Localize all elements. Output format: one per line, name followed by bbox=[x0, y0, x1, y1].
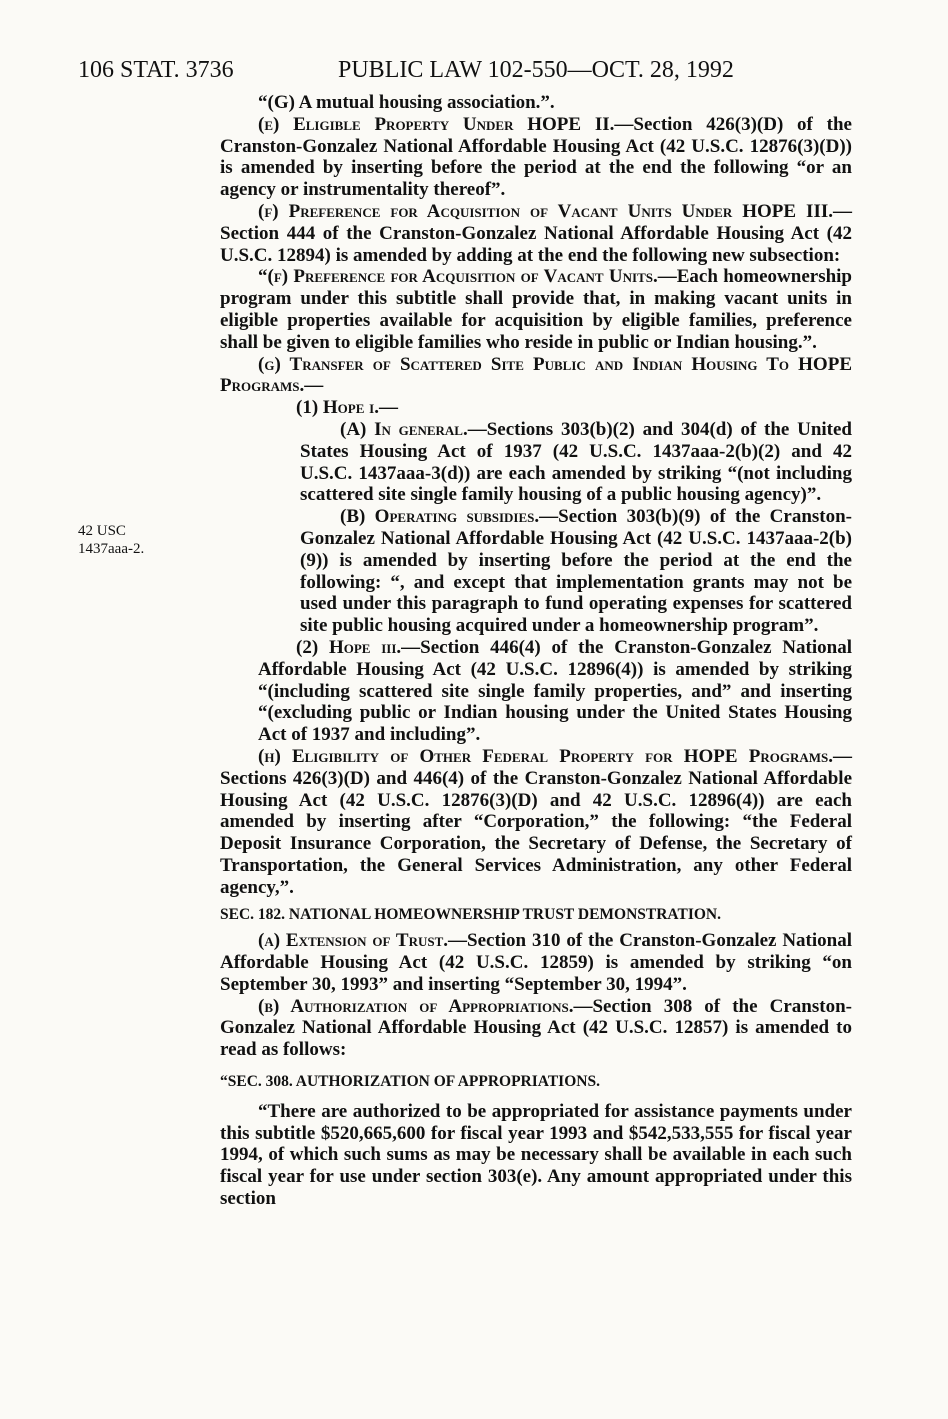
heading-182-b: (b) Authorization of Appropriations. bbox=[258, 995, 574, 1017]
section-182-heading: SEC. 182. NATIONAL HOMEOWNERSHIP TRUST DEMONSTRATION. bbox=[220, 906, 721, 924]
heading-f-quoted: “(f) Preference for Acquisition of Vacant Units. bbox=[258, 266, 658, 288]
body-text bbox=[220, 92, 852, 1210]
paragraph-182-b bbox=[220, 996, 852, 1061]
paragraph-182-a bbox=[220, 930, 852, 995]
text-a: —Sections 303(b)(2) and 304(d) of the United States Housing Act of 1937 (42 U.S.C. 1437aaa-2(b)(2) and 42 U.S.C. 1437aaa-3(d)) are each amended by striking “(not including scattered site single family housing of a public housing agency)”. bbox=[300, 418, 852, 506]
margin-note-line1: 42 USC bbox=[78, 523, 126, 539]
heading-b: (B) Operating subsidies. bbox=[340, 506, 540, 528]
paragraph-308-text: “There are authorized to be appropriated for assistance payments under this subtitle $520,665,600 for fiscal year 1993 and $542,533,555 for fiscal year 1994, of which such sums as may be necessary shall be available in each such fiscal year for use under section 303(e). Any amount appropriated under this section bbox=[220, 1100, 852, 1210]
text-g: — bbox=[304, 375, 324, 397]
heading-182-a: (a) Extension of Trust. bbox=[258, 930, 449, 952]
heading-hope-iii: (2) Hope iii. bbox=[296, 636, 402, 658]
paragraph-f bbox=[220, 201, 852, 266]
heading-h: (h) Eligibility of Other Federal Property for HOPE Programs. bbox=[258, 745, 833, 767]
heading-hope-i: (1) Hope i.— bbox=[296, 397, 398, 419]
text-f-quoted: —Each homeownership program under this subtitle shall provide that, in making vacant units in eligible properties available for acquisition by eligible families, preference shall be given to eligible families who reside in public or Indian housing.”. bbox=[220, 266, 852, 353]
paragraph-hope-i bbox=[220, 397, 852, 419]
text-h: —Sections 426(3)(D) and 446(4) of the Cranston-Gonzalez National Affordable Housing Act (42 U.S.C. 12876(3)(D) and 42 U.S.C. 12896(4)) are each amended by inserting after “Corporation,” the following: “the Federal Deposit Insurance Corporation, the Secretary of Defense, the Secretary of Transportation, the General Services Administration, any other Federal agency,”. bbox=[220, 745, 852, 898]
text-182-b: —Section 308 of the Cranston-Gonzalez National Affordable Housing Act (42 U.S.C. 12857) is amended to read as follows: bbox=[220, 995, 852, 1061]
paragraph-a-in-general bbox=[220, 419, 852, 506]
text-182-a: —Section 310 of the Cranston-Gonzalez National Affordable Housing Act (42 U.S.C. 12859) is amended by striking “on September 30, 1993” and inserting “September 30, 1994”. bbox=[220, 930, 852, 995]
paragraph-hope-iii bbox=[220, 637, 852, 746]
margin-note-line2: 1437aaa-2. bbox=[78, 541, 145, 557]
heading-e: (e) Eligible Property Under HOPE II. bbox=[258, 113, 615, 135]
paragraph-b-operating bbox=[220, 506, 852, 637]
stat-citation: 106 STAT. 3736 bbox=[78, 57, 234, 83]
text-hope-iii: —Section 446(4) of the Cranston-Gonzalez National Affordable Housing Act (42 U.S.C. 12896(4)) is amended by striking “(including scattered site single family properties, and” and inserting “(excluding public or Indian housing under the United States Housing Act of 1937 and including”. bbox=[258, 636, 852, 746]
paragraph-g-mutual-housing: “(G) A mutual housing association.”. bbox=[258, 92, 555, 113]
paragraph-e bbox=[220, 114, 852, 201]
heading-a: (A) In general. bbox=[340, 418, 468, 440]
heading-f: (f) Preference for Acquisition of Vacant Units Under HOPE III. bbox=[258, 200, 833, 222]
text-e: —Section 426(3)(D) of the Cranston-Gonzalez National Affordable Housing Act (42 U.S.C. 12876(3)(D)) is amended by inserting before the period at the end the following “or an agency or instrumentality thereof”. bbox=[220, 113, 852, 201]
heading-g: (g) Transfer of Scattered Site Public and Indian Housing To HOPE Programs. bbox=[220, 353, 852, 397]
paragraph-h bbox=[220, 746, 852, 899]
text-f: —Section 444 of the Cranston-Gonzalez National Affordable Housing Act (42 U.S.C. 12894) is amended by adding at the end the following new subsection: bbox=[220, 200, 852, 266]
text-b: —Section 303(b)(9) of the Cranston-Gonzalez National Affordable Housing Act (42 U.S.C. 1437aaa-2(b)(9)) is amended by inserting before the period at the end the following: “, and except that implementation grants may not be used under this paragraph to fund operating expenses for scattered site public housing acquired under a homeownership program”. bbox=[300, 506, 852, 637]
margin-note bbox=[78, 522, 144, 558]
law-title: PUBLIC LAW 102-550—OCT. 28, 1992 bbox=[338, 57, 734, 83]
paragraph-f-quoted bbox=[220, 266, 852, 353]
section-308-heading: “SEC. 308. AUTHORIZATION OF APPROPRIATIONS. bbox=[220, 1073, 600, 1091]
paragraph-g bbox=[220, 354, 852, 398]
